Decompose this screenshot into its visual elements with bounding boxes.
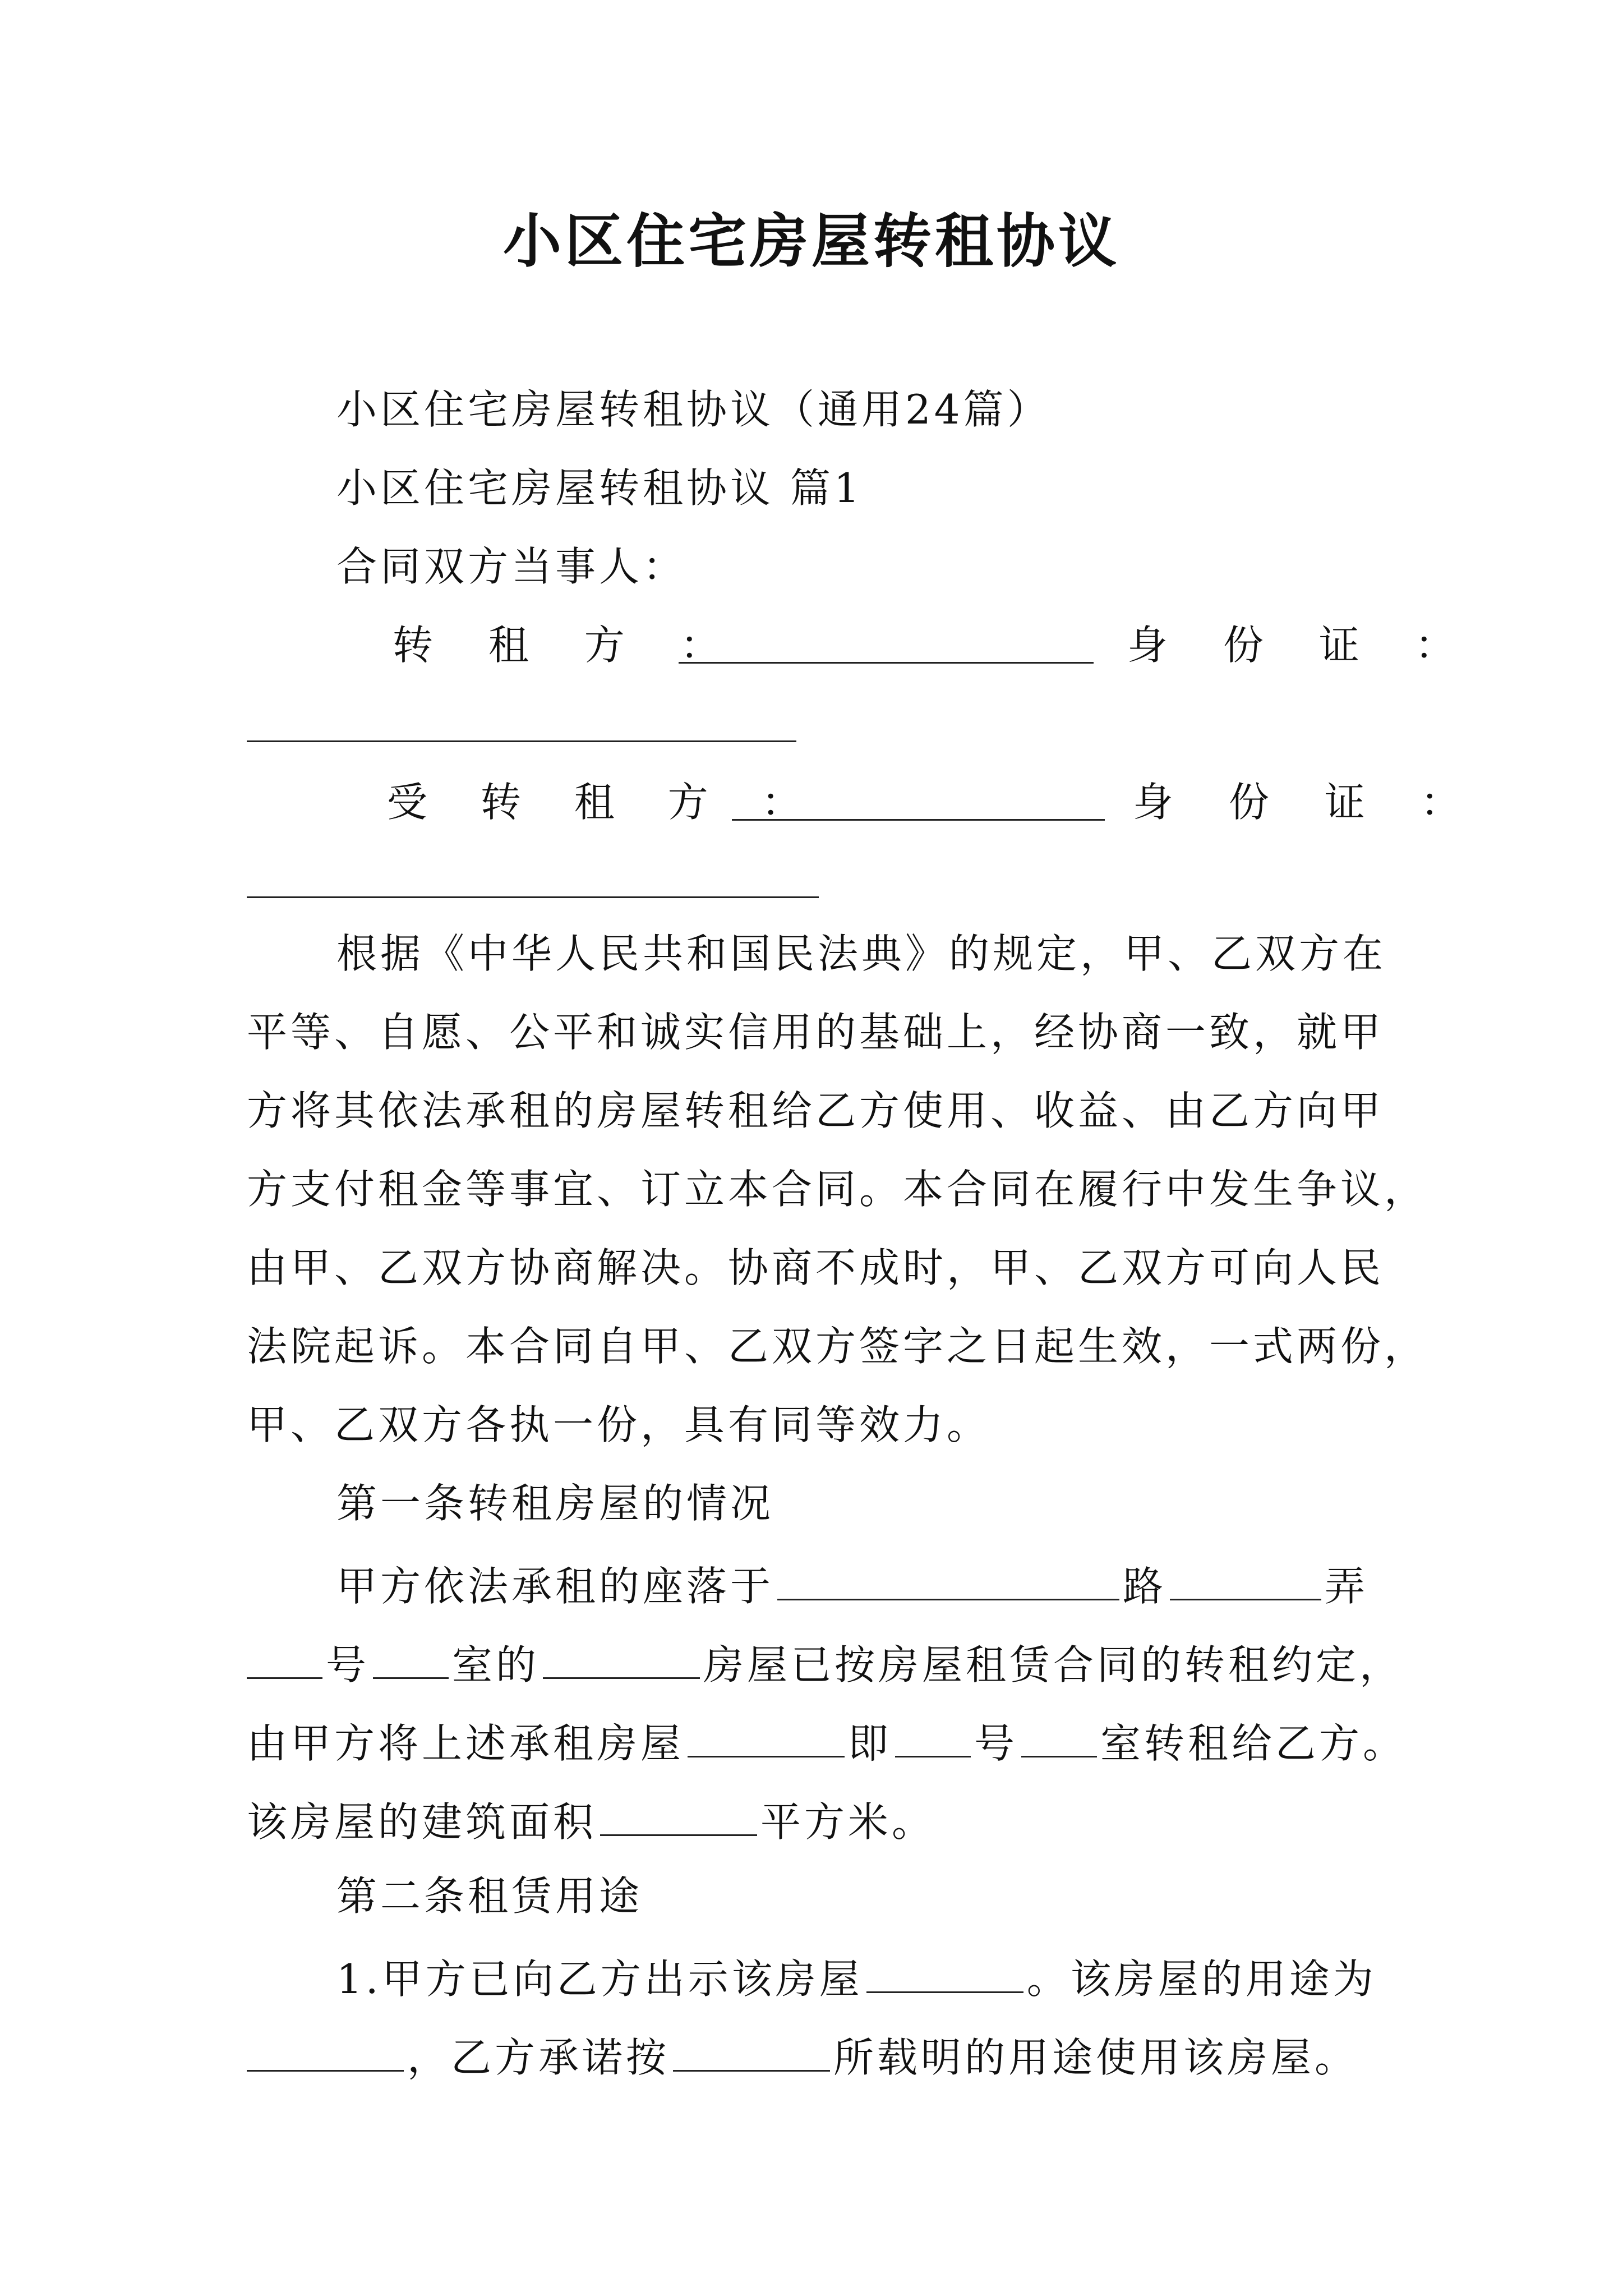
article1-line3 (247, 1711, 1407, 1772)
article1-text: 号 (326, 1641, 370, 1688)
intro-paragraph-line: 由甲、乙双方协商解决。协商不成时，甲、乙双方可向人民 (247, 1244, 1385, 1291)
article2-heading: 第二条租赁用途 (336, 1872, 643, 1920)
lane-blank (1170, 1554, 1321, 1600)
article2-text: 1.甲方已向乙方出示该房屋 (336, 1955, 863, 2003)
article1-text: 弄 (1325, 1563, 1369, 1610)
sublet-property-blank (688, 1711, 845, 1757)
article1-text: 室转租给乙方。 (1100, 1720, 1407, 1767)
article2-text: ，乙方承诺按 (407, 2034, 670, 2081)
sublessor-id-blank (247, 740, 796, 742)
article2-text: 所载明的用途使用该房屋。 (833, 2034, 1359, 2081)
usage-blank (247, 2025, 404, 2072)
article1-heading: 第一条转租房屋的情况 (336, 1480, 774, 1527)
document-subtitle: 小区住宅房屋转租协议（通用24篇） (336, 386, 1051, 433)
intro-paragraph-line: 方将其依法承租的房屋转租给乙方使用、收益、由乙方向甲 (247, 1087, 1385, 1134)
sublet-room-blank (1021, 1711, 1097, 1757)
sublessee-label: 受 转 租 方 ： (387, 779, 822, 826)
room-blank (373, 1632, 449, 1679)
document-title: 小区住宅房屋转租协议 (502, 206, 1120, 275)
sublessee-id-blank (247, 896, 819, 898)
article1-text: 房屋已按房屋租赁合同的转租约定， (703, 1641, 1404, 1688)
intro-paragraph-line: 法院起诉。本合同自甲、乙双方签字之日起生效，一式两份， (247, 1323, 1428, 1370)
intro-paragraph-line: 平等、自愿、公平和诚实信用的基础上，经协商一致，就甲 (247, 1009, 1385, 1056)
article1-text: 号 (974, 1720, 1018, 1767)
article1-text: 即 (848, 1720, 892, 1767)
intro-paragraph-line: 根据《中华人民共和国民法典》的规定，甲、乙双方在 (336, 930, 1387, 977)
sublessor-id-label: 身 份 证 ： (1127, 622, 1477, 669)
property-blank (543, 1632, 700, 1679)
article1-text: 室的 (452, 1641, 540, 1688)
article1-line4 (247, 1789, 935, 1850)
intro-paragraph-line: 方支付租金等事宜、订立本合同。本合同在履行中发生争议， (247, 1166, 1428, 1213)
article1-text: 该房屋的建筑面积 (247, 1798, 597, 1846)
article1-text: 路 (1123, 1563, 1167, 1610)
part-heading: 小区住宅房屋转租协议 篇1 (336, 464, 863, 512)
article1-text: 由甲方将上述承租房屋 (247, 1720, 685, 1767)
article1-line1 (336, 1554, 1368, 1614)
article1-text: 平方米。 (760, 1798, 936, 1846)
stated-document-blank (673, 2025, 830, 2072)
article2-line1 (336, 1947, 1377, 2007)
article1-line2 (247, 1632, 1403, 1693)
article2-text: 。该房屋的用途为 (1026, 1955, 1377, 2003)
sublet-number-blank (895, 1711, 971, 1757)
area-blank (600, 1789, 757, 1836)
parties-heading: 合同双方当事人： (336, 543, 687, 590)
sublessor-name-blank (679, 662, 1094, 664)
article1-text: 甲方依法承租的座落于 (336, 1563, 774, 1610)
road-blank (777, 1554, 1119, 1600)
sublessee-name-blank (732, 819, 1105, 821)
sublessor-label: 转 租 方 ： (393, 622, 742, 669)
intro-paragraph-line: 甲、乙双方各执一份，具有同等效力。 (247, 1401, 991, 1448)
sublessee-id-label: 身 份 证 ： (1133, 779, 1482, 826)
certificate-blank (866, 1947, 1023, 1993)
article2-line2 (247, 2025, 1358, 2086)
number-blank (247, 1632, 322, 1679)
